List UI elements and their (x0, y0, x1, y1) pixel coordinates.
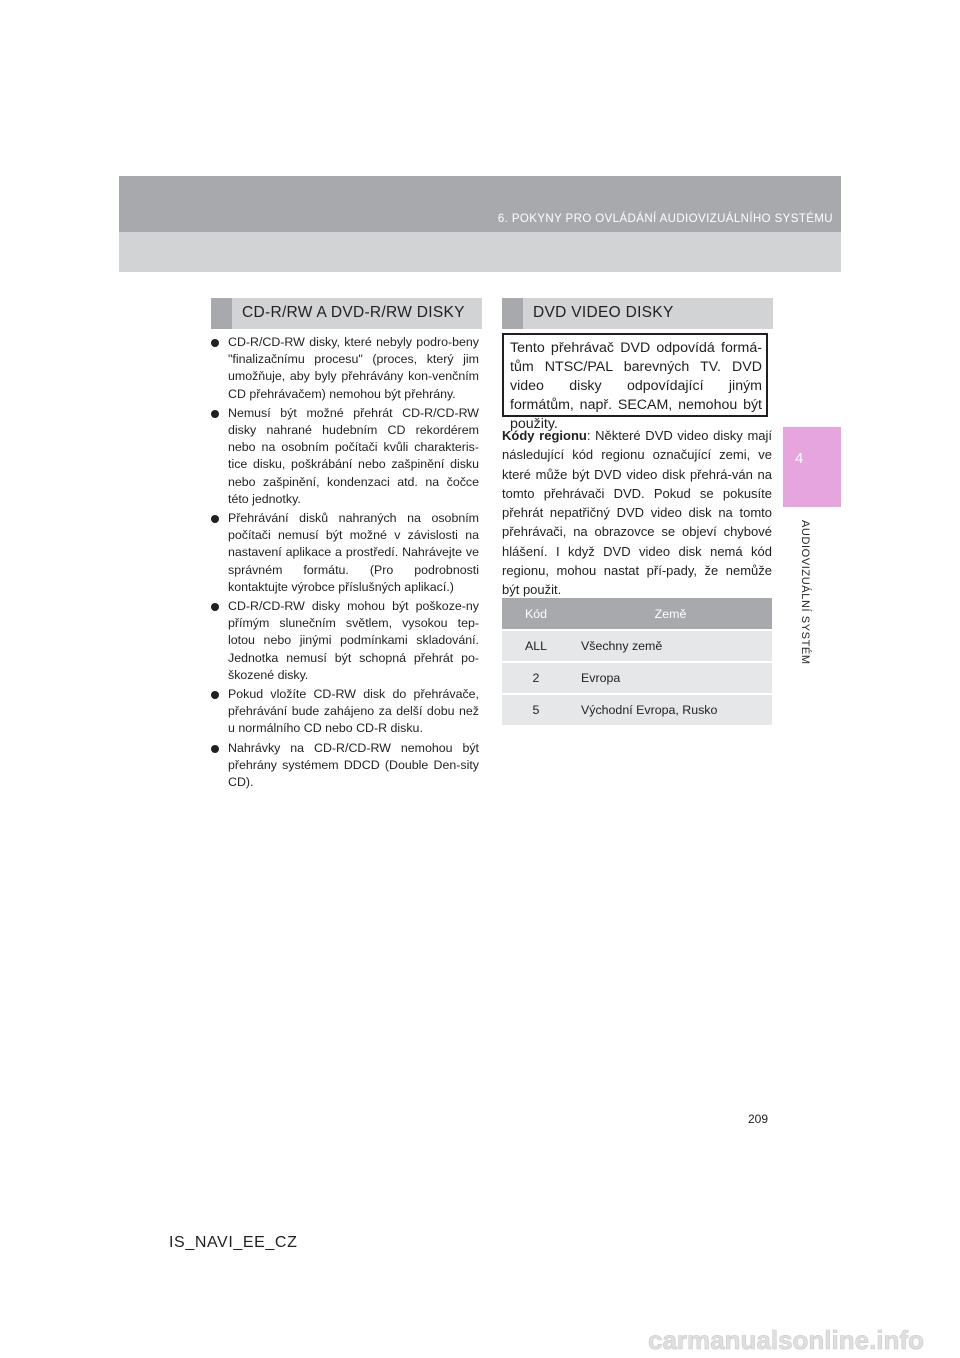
table-row (502, 694, 772, 726)
list-item-text: Nahrávky na CD-R/CD-RW nemohou být přehrány systémem DDCD (Double Den-sity CD). (228, 740, 479, 790)
list-item (211, 740, 479, 792)
table-cell-country: Všechny země (570, 630, 772, 662)
region-paragraph (502, 426, 772, 600)
bullet-icon (211, 515, 219, 523)
list-item (211, 510, 479, 596)
watermark-logo (648, 1325, 948, 1355)
document-id: IS_NAVI_EE_CZ (169, 1234, 298, 1251)
header-subband (119, 232, 841, 272)
table-cell-country: Evropa (570, 662, 772, 694)
list-item (211, 405, 479, 508)
section-header-cd-dvd-r (211, 298, 482, 329)
column-header-code: Kód (502, 598, 570, 630)
chapter-side-label: AUDIOVIZUÁLNÍ SYSTÉM (799, 520, 811, 665)
bullet-icon (211, 410, 219, 418)
list-item-text: Přehrávání disků nahraných na osobním počítači nemusí být možné v závislosti na nastavení aplikace a prostředí. Nahrávejte ve správném formátu. (Pro podrobnosti kontaktujte výrobce příslušných aplikací.) (228, 511, 479, 594)
list-item (211, 598, 479, 684)
bullet-icon (211, 339, 219, 347)
bullet-icon (211, 603, 219, 611)
table-row (502, 662, 772, 694)
table-cell-code: 2 (502, 662, 570, 694)
table-header-row (502, 598, 772, 630)
list-item (211, 334, 479, 403)
section-header-dvd-video (502, 298, 773, 329)
column-header-country: Země (570, 598, 772, 630)
table-cell-code: 5 (502, 694, 570, 726)
region-description: : Některé DVD video disky mají následující kód regionu označující zemi, ve které může být DVD video disk přehrá-ván na tomto přehrávači DVD. Pokud se pokusíte přehrát nepatřičný DVD video disk na tomto přehrávači, na obrazovce se objeví chybové hlášení. I když DVD video disk nemá kód regionu, mohou nastat pří-pady, že nemůže být použit. (502, 428, 772, 598)
chapter-tab (783, 427, 841, 507)
note-text: Tento přehrávač DVD odpovídá formá-tům NTSC/PAL barevných TV. DVD video disky odpovídající jiným formátům, např. SECAM, nemohou být použity. (510, 340, 762, 432)
list-item-text: CD-R/CD-RW disky mohou být poškoze-ny přímým slunečním světlem, vysokou tep-lotou nebo jinými podmínkami skladování. Jednotka nemusí být schopná přehrát po-škozené disky. (228, 599, 479, 682)
section-title: CD-R/RW A DVD-R/RW DISKY (242, 304, 465, 321)
svg-text:carmanualsonline.info: carmanualsonline.info (648, 1325, 924, 1355)
bullet-icon (211, 745, 219, 753)
region-label: Kódy regionu (502, 428, 587, 443)
list-item-text: CD-R/CD-RW disky, které nebyly podro-beny "finalizačnímu procesu" (proces, který jim umožňuje, aby byly přehrávány kon-venčním CD přehrávačem) nemohou být přehrány. (228, 335, 479, 401)
bullet-icon (211, 691, 219, 699)
list-item (211, 686, 479, 738)
table-cell-country: Východní Evropa, Rusko (570, 694, 772, 726)
note-box (502, 333, 768, 432)
list-item-text: Nemusí být možné přehrát CD-R/CD-RW disky nahrané hudebním CD rekordérem nebo na osobním počítači kvůli charakteris-tice disku, poškrábání nebo zašpinění disku nebo zašpinění, kondenzaci atd. na čočce této jednotky. (228, 405, 479, 506)
bullet-list (211, 334, 479, 793)
chapter-title: 6. POKYNY PRO OVLÁDÁNÍ AUDIOVIZUÁLNÍHO SYSTÉMU (497, 213, 833, 225)
region-code-table (502, 598, 772, 727)
page-number: 209 (748, 1112, 769, 1126)
list-item-text: Pokud vložíte CD-RW disk do přehrávače, přehrávání bude zahájeno za delší dobu než u normálního CD nebo CD-R disku. (228, 687, 479, 736)
table-cell-code: ALL (502, 630, 570, 662)
table-row (502, 630, 772, 662)
header-band (119, 176, 841, 232)
chapter-number: 4 (795, 450, 804, 467)
section-title: DVD VIDEO DISKY (533, 304, 674, 321)
section-header-marker (502, 298, 523, 329)
section-header-marker (211, 298, 232, 329)
